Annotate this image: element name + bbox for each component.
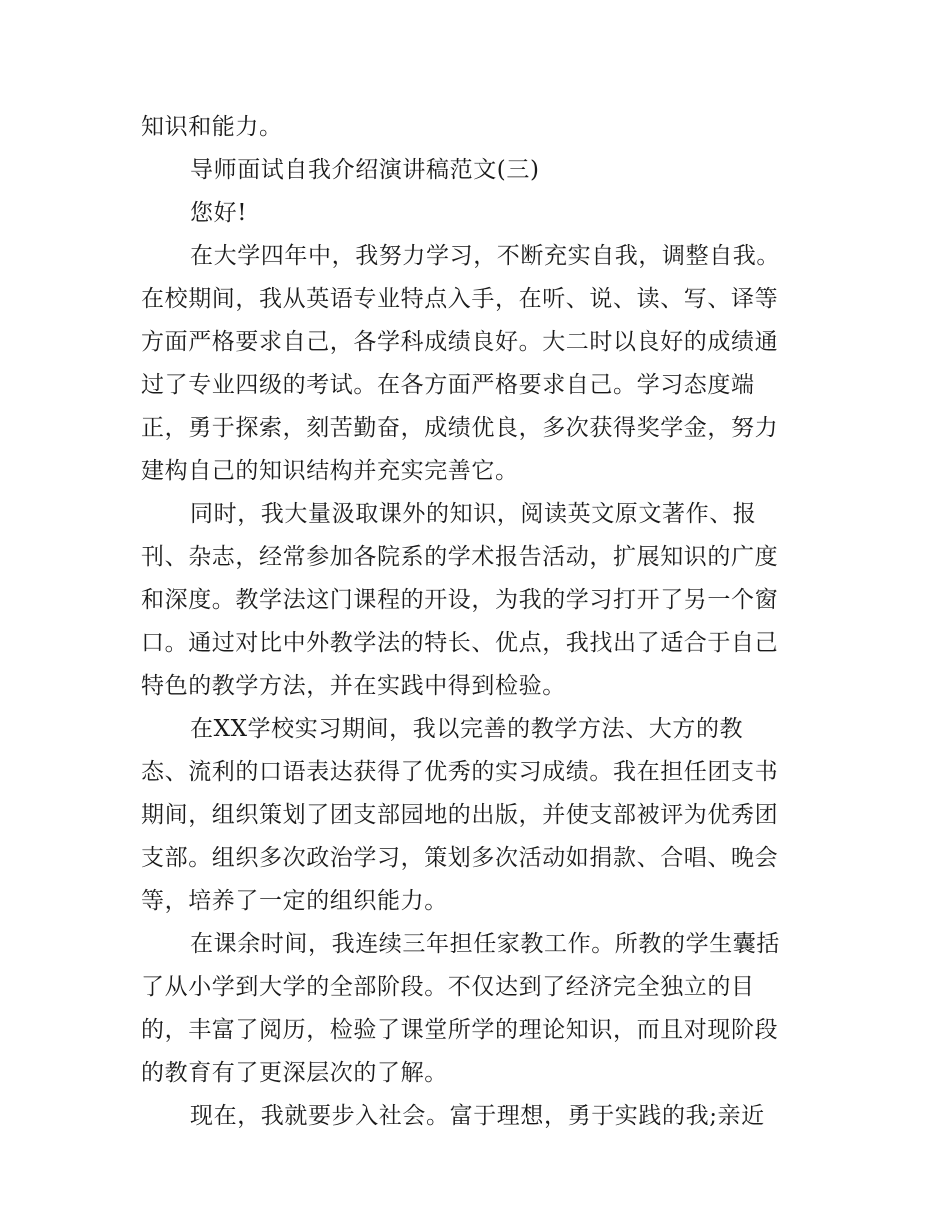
text-line: 知识和能力。 bbox=[141, 114, 283, 140]
text-line: 在校期间，我从英语专业特点入手，在听、说、读、写、译等 bbox=[141, 286, 779, 312]
text-line: 了从小学到大学的全部阶段。不仅达到了经济完全独立的目 bbox=[141, 974, 755, 1000]
text-line: 现在，我就要步入社会。富于理想，勇于实践的我;亲近 bbox=[190, 1103, 765, 1129]
text-line: 在XX学校实习期间，我以完善的教学方法、大方的教 bbox=[190, 716, 744, 742]
text-line: 在课余时间，我连续三年担任家教工作。所教的学生囊括 bbox=[190, 931, 780, 957]
text-line: 特色的教学方法，并在实践中得到检验。 bbox=[141, 673, 566, 699]
text-line: 支部。组织多次政治学习，策划多次活动如捐款、合唱、晚会 bbox=[141, 845, 779, 871]
text-line: 刊、杂志，经常参加各院系的学术报告活动，扩展知识的广度 bbox=[141, 544, 779, 570]
text-line: 期间，组织策划了团支部园地的出版，并使支部被评为优秀团 bbox=[141, 802, 779, 828]
text-line: 建构自己的知识结构并充实完善它。 bbox=[141, 458, 519, 484]
text-line: 的，丰富了阅历，检验了课堂所学的理论知识，而且对现阶段 bbox=[141, 1017, 779, 1043]
text-line: 正，勇于探索，刻苦勤奋，成绩优良，多次获得奖学金，努力 bbox=[141, 415, 779, 441]
section-heading: 导师面试自我介绍演讲稿范文(三) bbox=[190, 157, 540, 183]
greeting: 您好! bbox=[190, 200, 248, 226]
text-line: 态、流利的口语表达获得了优秀的实习成绩。我在担任团支书 bbox=[141, 759, 779, 785]
text-line: 在大学四年中，我努力学习，不断充实自我，调整自我。 bbox=[190, 243, 780, 269]
text-line: 过了专业四级的考试。在各方面严格要求自己。学习态度端 bbox=[141, 372, 755, 398]
text-line: 和深度。教学法这门课程的开设，为我的学习打开了另一个窗 bbox=[141, 587, 779, 613]
text-line: 口。通过对比中外教学法的特长、优点，我找出了适合于自己 bbox=[141, 630, 779, 656]
text-line: 等，培养了一定的组织能力。 bbox=[141, 888, 448, 914]
text-line: 方面严格要求自己，各学科成绩良好。大二时以良好的成绩通 bbox=[141, 329, 779, 355]
text-line: 同时，我大量汲取课外的知识，阅读英文原文著作、报 bbox=[190, 501, 757, 527]
text-line: 的教育有了更深层次的了解。 bbox=[141, 1060, 448, 1086]
